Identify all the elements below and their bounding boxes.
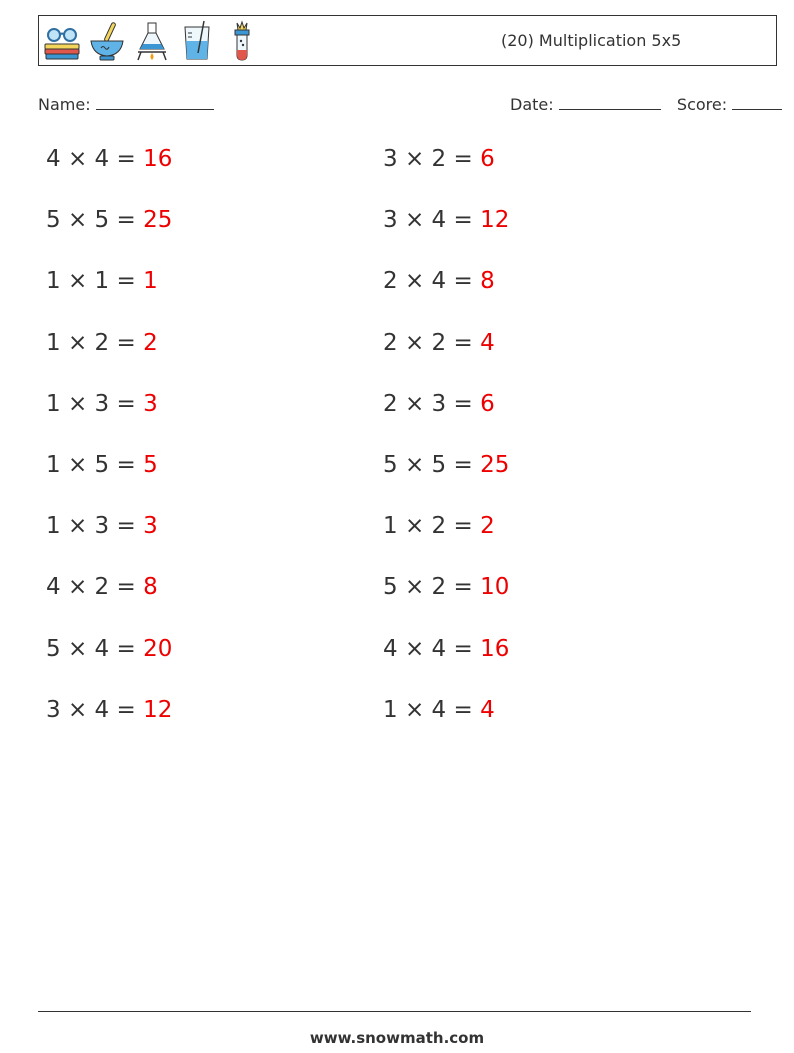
worksheet-header (38, 15, 777, 66)
equals-sign: = (453, 574, 473, 601)
factor-b: 4 (94, 146, 110, 172)
times-sign: × (404, 207, 425, 234)
equals-sign: = (116, 390, 136, 417)
answer: 10 (480, 574, 510, 601)
factor-b: 5 (431, 452, 447, 478)
times-sign: × (67, 452, 88, 478)
name-blank (96, 93, 214, 110)
times-sign: × (67, 696, 88, 723)
problem-5 (46, 391, 158, 417)
problem-10 (46, 697, 172, 723)
factor-a: 3 (46, 696, 61, 723)
factor-b: 3 (94, 513, 110, 540)
factor-b: 3 (94, 390, 110, 417)
equals-sign: = (116, 635, 136, 662)
factor-a: 2 (383, 329, 398, 356)
problem-9 (46, 636, 172, 662)
score-blank (732, 93, 782, 110)
answer: 4 (480, 696, 495, 723)
footer-url: www.snowmath.com (309, 1029, 485, 1047)
factor-a: 2 (383, 390, 398, 417)
beaker-icon (177, 19, 217, 63)
factor-b: 4 (94, 635, 110, 662)
problem-16 (383, 452, 509, 478)
factor-a: 2 (383, 268, 398, 295)
problem-15 (383, 391, 495, 417)
factor-b: 2 (94, 574, 110, 601)
answer: 4 (480, 329, 495, 356)
answer: 16 (480, 635, 510, 662)
factor-b: 2 (94, 329, 110, 356)
answer: 8 (480, 268, 495, 295)
equals-sign: = (453, 696, 473, 723)
times-sign: × (404, 635, 425, 662)
factor-b: 2 (431, 513, 447, 540)
factor-a: 1 (46, 329, 61, 356)
times-sign: × (67, 635, 88, 662)
equals-sign: = (116, 513, 136, 540)
factor-a: 1 (383, 696, 398, 723)
equals-sign: = (116, 574, 136, 601)
problem-11 (383, 146, 495, 172)
times-sign: × (67, 268, 88, 295)
times-sign: × (67, 146, 88, 172)
equals-sign: = (453, 390, 473, 417)
equals-sign: = (116, 146, 136, 172)
answer: 3 (143, 513, 158, 540)
answer: 5 (143, 452, 158, 478)
answer: 25 (480, 452, 510, 478)
factor-a: 5 (383, 452, 398, 478)
factor-b: 5 (94, 207, 110, 234)
equals-sign: = (453, 146, 473, 172)
equals-sign: = (116, 452, 136, 478)
answer: 20 (143, 635, 173, 662)
problem-4 (46, 330, 158, 356)
factor-b: 1 (94, 268, 110, 295)
problem-20 (383, 697, 495, 723)
factor-b: 5 (94, 452, 110, 478)
mortar-pestle-icon (87, 19, 127, 63)
equals-sign: = (453, 635, 473, 662)
factor-a: 5 (383, 574, 398, 601)
factor-b: 2 (431, 329, 447, 356)
factor-a: 5 (46, 207, 61, 234)
answer: 12 (480, 207, 510, 234)
problem-18 (383, 574, 509, 600)
times-sign: × (404, 390, 425, 417)
factor-a: 1 (46, 452, 61, 478)
times-sign: × (404, 146, 425, 172)
factor-b: 2 (431, 146, 447, 172)
answer: 16 (143, 146, 173, 172)
answer: 2 (143, 329, 158, 356)
problem-6 (46, 452, 158, 478)
factor-a: 3 (383, 207, 398, 234)
times-sign: × (404, 513, 425, 540)
problem-2 (46, 207, 172, 233)
answer: 3 (143, 390, 158, 417)
equals-sign: = (116, 207, 136, 234)
factor-a: 4 (46, 574, 61, 601)
times-sign: × (67, 207, 88, 234)
equals-sign: = (453, 513, 473, 540)
date-score-fields (510, 93, 782, 114)
name-field (38, 93, 214, 114)
equals-sign: = (116, 696, 136, 723)
problem-19 (383, 636, 509, 662)
factor-b: 4 (431, 635, 447, 662)
name-label: Name: (38, 95, 91, 114)
equals-sign: = (116, 268, 136, 295)
times-sign: × (67, 329, 88, 356)
problem-12 (383, 207, 509, 233)
problem-1 (46, 146, 172, 172)
problem-7 (46, 513, 158, 539)
problem-13 (383, 268, 495, 294)
equals-sign: = (453, 329, 473, 356)
equals-sign: = (453, 207, 473, 234)
equals-sign: = (116, 329, 136, 356)
factor-a: 1 (383, 513, 398, 540)
header-icons (42, 19, 267, 63)
flask-burner-icon (132, 19, 172, 63)
factor-b: 4 (94, 696, 110, 723)
times-sign: × (404, 329, 425, 356)
problem-14 (383, 330, 495, 356)
times-sign: × (404, 574, 425, 601)
score-label: Score: (676, 95, 728, 114)
worksheet-title: (20) Multiplication 5x5 (501, 31, 682, 50)
factor-a: 3 (383, 146, 398, 172)
goggles-books-icon (42, 19, 82, 63)
answer: 1 (143, 268, 158, 295)
times-sign: × (67, 574, 88, 601)
date-label: Date: (510, 95, 554, 114)
date-blank (559, 93, 661, 110)
problem-3 (46, 268, 158, 294)
answer: 2 (480, 513, 495, 540)
answer: 8 (143, 574, 158, 601)
factor-b: 4 (431, 207, 447, 234)
factor-b: 3 (431, 390, 447, 417)
factor-b: 2 (431, 574, 447, 601)
answer: 6 (480, 146, 495, 172)
times-sign: × (404, 696, 425, 723)
factor-b: 4 (431, 268, 447, 295)
times-sign: × (404, 268, 425, 295)
answer: 6 (480, 390, 495, 417)
equals-sign: = (453, 452, 473, 478)
times-sign: × (67, 390, 88, 417)
footer-divider (38, 1011, 751, 1012)
factor-a: 4 (383, 635, 398, 662)
problem-8 (46, 574, 158, 600)
factor-a: 1 (46, 513, 61, 540)
times-sign: × (67, 513, 88, 540)
factor-a: 1 (46, 390, 61, 417)
answer: 25 (143, 207, 173, 234)
factor-b: 4 (431, 696, 447, 723)
problem-17 (383, 513, 495, 539)
factor-a: 4 (46, 146, 61, 172)
equals-sign: = (453, 268, 473, 295)
times-sign: × (404, 452, 425, 478)
factor-a: 1 (46, 268, 61, 295)
answer: 12 (143, 696, 173, 723)
factor-a: 5 (46, 635, 61, 662)
test-tube-icon (222, 19, 262, 63)
